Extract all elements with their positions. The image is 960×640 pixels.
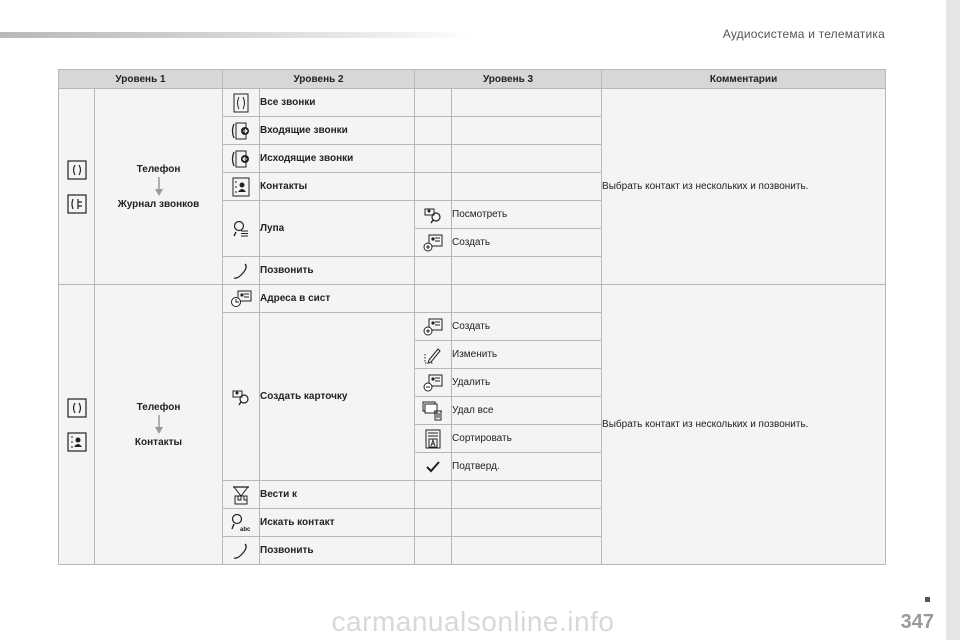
delete-contact-icon: [423, 374, 443, 392]
call-icon: [232, 262, 250, 280]
row-icon-cell: [223, 89, 260, 117]
watermark: carmanualsonline.info: [331, 606, 615, 637]
create-contact-icon: [423, 234, 443, 252]
row-label-create-card: Создать карточку: [260, 313, 415, 481]
page-dot: [925, 597, 930, 602]
magnifier-icon: [232, 220, 250, 238]
level1-icons-call-log: [59, 89, 95, 285]
svg-text:abc: abc: [240, 526, 251, 533]
menu-structure-table: [58, 69, 886, 565]
row-label-address-book: Адреса в сист: [260, 285, 415, 313]
edit-icon: [423, 346, 443, 364]
all-calls-icon: [233, 93, 249, 113]
table-header-row: [59, 70, 886, 89]
navigate-to-icon: [231, 485, 251, 505]
row-label-call: Позвонить: [260, 257, 415, 285]
outgoing-calls-icon: [231, 149, 251, 169]
level2-title-call-log: Журнал звонков: [117, 198, 200, 210]
arrow-down-icon: [154, 415, 164, 435]
call-log-icon: [67, 194, 87, 214]
arrow-down-icon: [154, 177, 164, 197]
comment-section-1: Выбрать контакт из нескольких и позвонить.: [602, 89, 886, 285]
sub-label-sort: Сортировать: [452, 425, 602, 453]
sub-label-delete-all: Удал все: [452, 397, 602, 425]
sub-label-view: Посмотреть: [452, 201, 602, 229]
page-number: 347: [901, 611, 934, 634]
row-label-contacts: Контакты: [260, 173, 415, 201]
header-level-2: Уровень 2: [223, 70, 415, 89]
level1-icons-contacts: [59, 285, 95, 565]
row-label-incoming: Входящие звонки: [260, 117, 415, 145]
comment-section-2: Выбрать контакт из нескольких и позвонить.: [602, 285, 886, 565]
row-label-navigate: Вести к: [260, 481, 415, 509]
page-edge-strip: [946, 0, 960, 640]
incoming-calls-icon: [231, 121, 251, 141]
empty-cell: [452, 89, 602, 117]
level2-title-contacts: Контакты: [134, 436, 183, 448]
sub-label-confirm: Подтверд.: [452, 453, 602, 481]
sub-label-delete: Удалить: [452, 369, 602, 397]
header-level-1: Уровень 1: [59, 70, 223, 89]
row-label-call: Позвонить: [260, 537, 415, 565]
phone-icon: [67, 160, 87, 180]
table-row: [59, 285, 886, 313]
create-contact-icon: [423, 318, 443, 336]
create-card-icon: [231, 388, 251, 406]
row-label-magnifier: Лупа: [260, 201, 415, 257]
level2-phone-contacts: [95, 285, 223, 565]
contacts-icon: [67, 432, 87, 452]
table-row: [59, 89, 886, 117]
delete-all-icon: [422, 401, 444, 421]
header-comments: Комментарии: [602, 70, 886, 89]
checkmark-icon: [426, 460, 440, 474]
header-gradient-bar: [0, 32, 470, 38]
address-book-icon: [230, 290, 252, 308]
level2-title-phone: Телефон: [136, 163, 181, 175]
contacts-icon: [231, 177, 251, 197]
empty-cell: [415, 89, 452, 117]
level2-title-phone: Телефон: [136, 401, 181, 413]
call-icon: [232, 542, 250, 560]
view-contact-icon: [423, 206, 443, 224]
search-contact-icon: [230, 513, 252, 533]
row-label-outgoing: Исходящие звонки: [260, 145, 415, 173]
page-header-title: Аудиосистема и телематика: [722, 27, 885, 41]
row-label-search-contact: Искать контакт: [260, 509, 415, 537]
header-level-3: Уровень 3: [415, 70, 602, 89]
sort-icon: [425, 429, 441, 449]
sub-label-create: Создать: [452, 313, 602, 341]
row-label-all-calls: Все звонки: [260, 89, 415, 117]
sub-label-edit: Изменить: [452, 341, 602, 369]
sub-label-create: Создать: [452, 229, 602, 257]
phone-icon: [67, 398, 87, 418]
level2-phone-call-log: [95, 89, 223, 285]
